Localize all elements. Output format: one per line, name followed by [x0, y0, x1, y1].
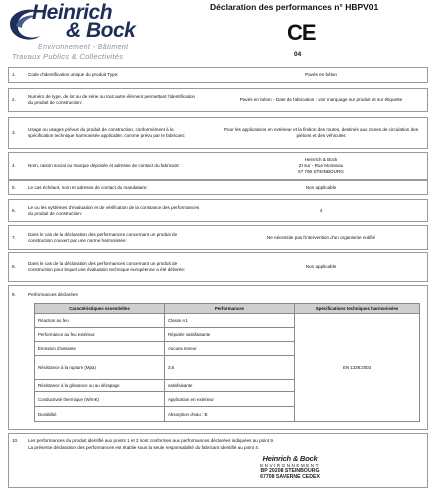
- row-question: Nom, raison social ou marque déposée et adresse de contact du fabricant:: [28, 163, 180, 168]
- logo-tagline-2: Travaux Publics & Collectivités: [12, 52, 124, 61]
- characteristic-cell: Conductivité thermique (W/mK): [35, 392, 165, 407]
- performance-cell: satisfaisante: [165, 380, 295, 392]
- row-number: 3.: [12, 130, 16, 135]
- row-number: 6.: [12, 207, 16, 213]
- characteristic-cell: Durabilité: [35, 407, 165, 422]
- row-number: 2.: [12, 97, 16, 102]
- characteristic-cell: Résistance à la rupture (Mpa): [35, 356, 165, 380]
- logo-tagline-1: Environnement - Bâtiment: [38, 44, 129, 51]
- row-question: Usage ou usages prévus du produit de construction, conformément à la spécification technique harmonisée applicable, comme prévu par le fabricant:: [28, 127, 186, 138]
- row-question: Code d'identification unique du produit Type:: [28, 72, 119, 77]
- stamp-address-2: 67708 SAVERNE CEDEX: [260, 473, 320, 480]
- ce-mark: CE: [287, 20, 316, 45]
- row-question: Dans le cas de la déclaration des performances concernant un produit de construction couvert par une norme harmonisée:: [28, 231, 178, 243]
- characteristic-cell: Résistance à la glissance ou au dérapage: [35, 380, 165, 392]
- logo-name-line2: & Bock: [66, 19, 136, 42]
- declaration-row-7: [8, 225, 428, 250]
- row-number: 1.: [12, 72, 16, 77]
- declaration-row-5: [8, 180, 428, 195]
- column-header: Spécifications techniques harmonisées: [295, 304, 420, 314]
- characteristic-cell: Emission d'amiante: [35, 342, 165, 356]
- stamp-subtitle: ENVIRONNEMENT: [260, 462, 320, 468]
- row-number: 4.: [12, 163, 16, 168]
- declaration-row-1: [8, 67, 428, 83]
- declaration-row-3: [8, 117, 428, 149]
- characteristic-cell: Réaction au feu: [35, 314, 165, 328]
- performance-cell: Réputée satisfaisante: [165, 328, 295, 342]
- row-answer: Non applicable: [305, 264, 337, 269]
- row-number: 9.: [12, 292, 16, 297]
- row-question: Le ou les systèmes d'évaluation et de vérification de la constance des performances du produit de construction:: [28, 204, 200, 216]
- row-question: Dans le cas de la déclaration des performances concernant un produit de construction pour lequel une évaluation technique européenne a été délivrée:: [28, 261, 186, 272]
- conformity-statement: Les performances du produit identifié aux points 1 et 2 sont conformes aux performances déclarées indiquées au point 9.: [28, 438, 275, 443]
- declaration-row-8: [8, 252, 428, 282]
- row-answer: Non applicable: [305, 184, 337, 190]
- document-title: Déclaration des performances n° HBPV01: [210, 2, 379, 12]
- row-number: 5.: [12, 184, 16, 190]
- declaration-row-2: [8, 88, 428, 112]
- row-answer: Pour les applications en extérieur et la finition des routes, destinés aux zones de circulation des piétons et des véhicules: [223, 127, 419, 138]
- section-label: Performances déclarées: [28, 292, 78, 297]
- row-question: Numéro de type, de lot ou de série ou tout autre élément permettant l'identification du produit de construction:: [28, 94, 196, 105]
- performance-cell: Application en extérieur: [165, 392, 295, 407]
- responsibility-statement: La présente déclaration des performances est établie sous la seule responsabilité du fabricant identifié au point 4.: [28, 445, 260, 450]
- declaration-row-9: [8, 285, 428, 430]
- manufacturer-name: Heinrich & Bock: [304, 157, 338, 162]
- stamp-address-1: BP 20208 STEINBOURG: [260, 468, 320, 474]
- performance-table: [34, 303, 420, 422]
- row-number: 8.: [12, 264, 16, 269]
- manufacturer-street: ZI sur - Rue Monseau: [298, 163, 344, 168]
- row-number: 10.: [12, 438, 19, 443]
- row-answer: Pavés en béton: [305, 72, 337, 77]
- row-answer: [221, 157, 421, 175]
- table-header-row: [35, 304, 420, 314]
- performance-cell: 3,6: [165, 356, 295, 380]
- declaration-row-6: [8, 199, 428, 222]
- spec-cell: EN 1338:2003: [295, 314, 420, 422]
- manufacturer-city: 67 790 STEINBOURG: [298, 169, 344, 174]
- row-number: 7.: [12, 234, 16, 240]
- performance-cell: Aucune teneur: [165, 342, 295, 356]
- company-logo: [6, 2, 174, 62]
- column-header: Performances: [165, 304, 295, 314]
- row-answer: 4: [319, 207, 323, 213]
- declaration-row-10: [8, 433, 428, 488]
- declaration-row-4: [8, 152, 428, 180]
- column-header: Caractéristiques essentielles: [35, 304, 165, 314]
- ce-number: 04: [294, 51, 302, 58]
- logo-name-line1: Heinrich: [32, 1, 113, 24]
- stamp-name: Heinrich & Bock: [262, 454, 318, 463]
- company-stamp: [245, 456, 335, 480]
- row-answer: Ne nécessite pas l'intervention d'un organisme notifié: [266, 234, 376, 240]
- table-row: [35, 314, 420, 328]
- characteristic-cell: Performance au feu extérieur: [35, 328, 165, 342]
- performance-cell: Absorption d'eau : B: [165, 407, 295, 422]
- row-answer: Pavés en béton - Date de fabrication : voir marquage sur produit et sur étiquette: [239, 97, 403, 102]
- performance-cell: Classe A1: [165, 314, 295, 328]
- row-question: Le cas échéant, nom et adresse de contact du mandataire:: [28, 184, 148, 190]
